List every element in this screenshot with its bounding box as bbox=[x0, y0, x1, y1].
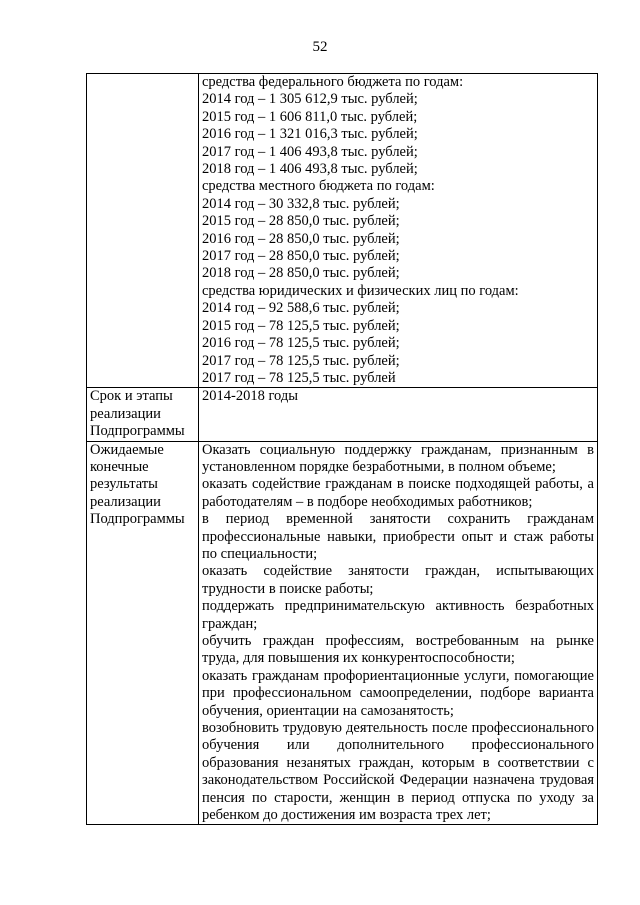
funding-line: 2018 год – 28 850,0 тыс. рублей; bbox=[202, 265, 400, 282]
funding-line: средства федерального бюджета по годам: bbox=[202, 74, 464, 90]
funding-line: 2017 год – 78 125,5 тыс. рублей bbox=[202, 369, 396, 386]
result-paragraph: Оказать социальную поддержку гражданам, признанным в установленном порядке безработными, в полном объеме; bbox=[202, 441, 594, 475]
funding-line: 2015 год – 28 850,0 тыс. рублей; bbox=[202, 213, 400, 230]
term-label-line: Срок и этапы bbox=[90, 388, 173, 405]
table-row-funding bbox=[87, 74, 598, 388]
results-value-cell bbox=[199, 441, 598, 825]
term-label-line: Подпрограммы bbox=[90, 423, 185, 440]
term-label-line: реализации bbox=[90, 405, 161, 422]
funding-line: 2017 год – 28 850,0 тыс. рублей; bbox=[202, 248, 400, 265]
table-row-term bbox=[87, 388, 598, 441]
result-paragraph: обучить граждан профессиям, востребованным на рынке труда, для повышения их конкурентоспособности; bbox=[202, 633, 594, 667]
results-label-line: результаты bbox=[90, 476, 158, 493]
funding-label-cell bbox=[87, 74, 199, 388]
result-paragraph: оказать гражданам профориентационные услуги, помогающие при профессиональном самоопределении, подборе варианта обучения, ориентации на самозанятость; bbox=[202, 667, 594, 719]
funding-line: средства местного бюджета по годам: bbox=[202, 178, 435, 195]
passport-table bbox=[86, 73, 598, 825]
results-label-cell bbox=[87, 441, 199, 825]
table-row-results bbox=[87, 441, 598, 825]
term-value-cell bbox=[199, 388, 598, 441]
funding-line: 2017 год – 78 125,5 тыс. рублей; bbox=[202, 352, 400, 369]
result-paragraph: оказать содействие гражданам в поиске подходящей работы, а работодателям – в подборе необходимых работников; bbox=[202, 476, 594, 510]
results-label-line: реализации bbox=[90, 493, 161, 510]
results-label-line: конечные bbox=[90, 458, 149, 475]
funding-line: 2018 год – 1 406 493,8 тыс. рублей; bbox=[202, 161, 418, 178]
funding-value-cell bbox=[199, 74, 598, 388]
results-label-line: Подпрограммы bbox=[90, 511, 185, 528]
funding-line: 2015 год – 1 606 811,0 тыс. рублей; bbox=[202, 108, 418, 125]
funding-line: 2014 год – 92 588,6 тыс. рублей; bbox=[202, 300, 400, 317]
term-label-cell bbox=[87, 388, 199, 441]
funding-line: 2014 год – 1 305 612,9 тыс. рублей; bbox=[202, 91, 418, 108]
result-paragraph: возобновить трудовую деятельность после профессионального обучения или дополнительного профессионального образования незанятых граждан, которым в соответствии с законодательством Российской Федерации назначена трудовая пенсия по старости, женщин в период отпуска по уходу за ребенком до достижения им возраста трех лет; bbox=[202, 720, 594, 824]
result-paragraph: поддержать предпринимательскую активность безработных граждан; bbox=[202, 598, 594, 632]
page-number: 52 bbox=[312, 39, 328, 55]
funding-line: 2016 год – 78 125,5 тыс. рублей; bbox=[202, 335, 400, 352]
funding-line: средства юридических и физических лиц по годам: bbox=[202, 282, 519, 299]
funding-line: 2015 год – 78 125,5 тыс. рублей; bbox=[202, 317, 400, 334]
funding-line: 2017 год – 1 406 493,8 тыс. рублей; bbox=[202, 143, 418, 160]
results-label-line: Ожидаемые bbox=[90, 441, 164, 458]
result-paragraph: в период временной занятости сохранить гражданам профессиональные навыки, приобрести опыт и стаж работы по специальности; bbox=[202, 511, 594, 562]
term-value: 2014-2018 годы bbox=[202, 388, 298, 405]
result-paragraph: оказать содействие занятости граждан, испытывающих трудности в поиске работы; bbox=[202, 563, 594, 597]
funding-line: 2016 год – 1 321 016,3 тыс. рублей; bbox=[202, 126, 418, 143]
funding-line: 2014 год – 30 332,8 тыс. рублей; bbox=[202, 195, 400, 212]
funding-line: 2016 год – 28 850,0 тыс. рублей; bbox=[202, 230, 400, 247]
